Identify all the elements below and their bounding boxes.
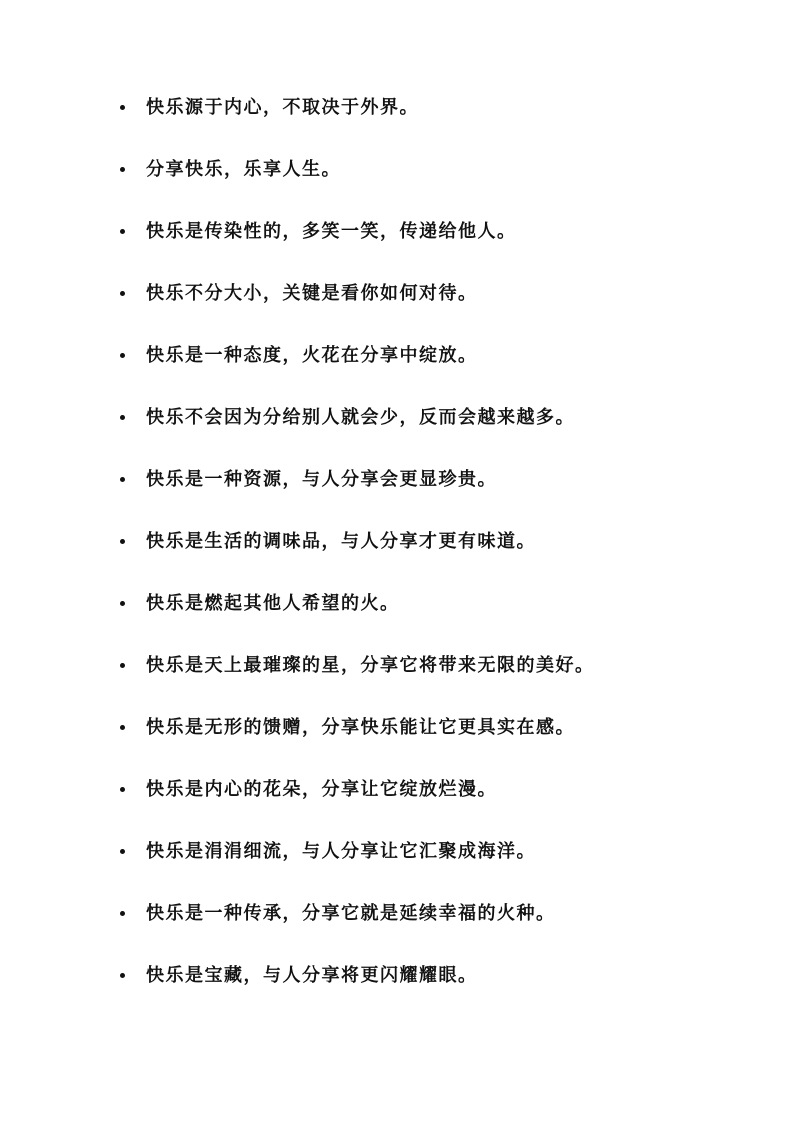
bullet-icon [120, 167, 125, 172]
list-item-text: 快乐是天上最璀璨的星，分享它将带来无限的美好。 [146, 655, 595, 676]
bullet-icon [120, 539, 125, 544]
list-item [120, 278, 760, 309]
bullet-icon [120, 787, 125, 792]
bullet-icon [120, 229, 125, 234]
list-item-text: 快乐是生活的调味品，与人分享才更有味道。 [146, 531, 536, 552]
list-item [120, 898, 760, 929]
bullet-icon [120, 477, 125, 482]
list-item [120, 960, 760, 991]
list-item [120, 650, 760, 681]
list-item [120, 526, 760, 557]
list-item-text: 快乐是燃起其他人希望的火。 [146, 593, 400, 614]
bullet-list [120, 92, 760, 1022]
bullet-icon [120, 291, 125, 296]
list-item-text: 快乐不会因为分给别人就会少，反而会越来越多。 [146, 407, 575, 428]
bullet-icon [120, 911, 125, 916]
list-item [120, 588, 760, 619]
list-item [120, 216, 760, 247]
list-item-text: 快乐是一种态度，火花在分享中绽放。 [146, 345, 478, 366]
list-item [120, 836, 760, 867]
list-item-text: 快乐源于内心，不取决于外界。 [146, 97, 419, 118]
list-item-text: 快乐是内心的花朵，分享让它绽放烂漫。 [146, 779, 497, 800]
bullet-icon [120, 601, 125, 606]
list-item [120, 402, 760, 433]
list-item [120, 774, 760, 805]
list-item-text: 快乐是一种传承，分享它就是延续幸福的火种。 [146, 903, 556, 924]
bullet-icon [120, 973, 125, 978]
bullet-icon [120, 105, 125, 110]
list-item-text: 快乐是传染性的，多笑一笑，传递给他人。 [146, 221, 517, 242]
list-item-text: 快乐是宝藏，与人分享将更闪耀耀眼。 [146, 965, 478, 986]
bullet-icon [120, 353, 125, 358]
list-item [120, 712, 760, 743]
list-item [120, 340, 760, 371]
bullet-icon [120, 415, 125, 420]
bullet-icon [120, 725, 125, 730]
list-item-text: 快乐是涓涓细流，与人分享让它汇聚成海洋。 [146, 841, 536, 862]
list-item [120, 92, 760, 123]
bullet-icon [120, 663, 125, 668]
list-item-text: 快乐是一种资源，与人分享会更显珍贵。 [146, 469, 497, 490]
list-item-text: 快乐不分大小，关键是看你如何对待。 [146, 283, 478, 304]
list-item [120, 154, 760, 185]
bullet-icon [120, 849, 125, 854]
list-item-text: 分享快乐，乐享人生。 [146, 159, 341, 180]
list-item [120, 464, 760, 495]
list-item-text: 快乐是无形的馈赠，分享快乐能让它更具实在感。 [146, 717, 575, 738]
